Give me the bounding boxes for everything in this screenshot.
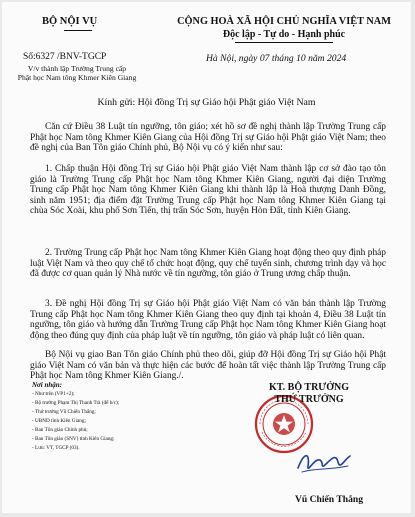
subject-line-1: V/v thành lập Trường Trung cấp — [27, 64, 127, 73]
recipients-title: Nơi nhận: — [32, 381, 63, 389]
agency-underline — [64, 30, 92, 31]
recipient-line: Kính gửi: Hội đồng Trị sự Giáo hội Phật giáo Việt Nam — [97, 97, 316, 108]
recipient-item: - Bộ trưởng Phạm Thị Thanh Trà (để b/c); — [32, 400, 120, 406]
place-date: Hà Nội, ngày 07 tháng 10 năm 2024 — [206, 53, 347, 64]
document-number: Số:6327 /BNV-TGCP — [23, 52, 107, 62]
national-motto: Độc lập - Tự do - Hạnh phúc — [222, 29, 346, 40]
signer-name: Vũ Chiến Thắng — [294, 494, 364, 505]
recipient-item: - Lưu: VT, TGCP (03). — [32, 445, 80, 451]
recipient-item: - Như trên (VP1+2); — [32, 391, 75, 397]
signer-role-2: THỨ TRƯỞNG — [274, 394, 344, 405]
signer-role-1: KT. BỘ TRƯỞNG — [268, 382, 350, 393]
recipient-item: - Ban Tôn giáo (SNV) tỉnh Kiên Giang; — [32, 436, 115, 442]
intro-paragraph: Căn cứ Điều 38 Luật tín ngưỡng, tôn giáo; xét hồ sơ đề nghị thành lập Trường Trung cấp Phật học Nam tông Khmer Kiên Giang của Hội đồng Trị sự Giáo hội Phật giáo Việt Nam; theo đề nghị của Ban Tôn giáo Chính phủ, Bộ Nội vụ có ý kiến như sau: — [30, 122, 386, 154]
country-name: CỘNG HOÀ XÃ HỘI CHỦ NGHĨA VIỆT NAM — [177, 16, 391, 27]
document-page — [2, 2, 411, 513]
recipient-item: - UBND tỉnh Kiên Giang; — [32, 418, 86, 424]
motto-underline — [235, 42, 333, 43]
agency-name: BỘ NỘI VỤ — [42, 16, 98, 27]
recipient-item: - Thứ trưởng Vũ Chiến Thắng; — [32, 409, 96, 415]
item-3-paragraph: 3. Đề nghị Hội đồng Trị sự Giáo hội Phật giáo Việt Nam có văn bản thành lập Trường Trung cấp Phật học Nam tông Khmer Kiên Giang theo quy định tại khoản 4, Điều 38 Luật tín ngưỡng, tôn giáo và hướng dẫn Trường Trung cấp Phật học Nam tông Khmer Kiên Giang hoạt động theo đúng quy định của pháp luật về tín ngưỡng, tôn giáo và pháp luật có liên quan. — [30, 299, 386, 341]
closing-paragraph: Bộ Nội vụ giao Ban Tôn giáo Chính phủ theo dõi, giúp đỡ Hội đồng Trị sự Giáo hội Phật giáo Việt Nam có văn bản và thực hiện các bước để hoàn tất việc thành lập Trường Trung cấp Phật học Nam tông Khmer Kiên Giang./. — [30, 350, 386, 382]
item-1-paragraph: 1. Chấp thuận Hội đồng Trị sự Giáo hội Phật giáo Việt Nam thành lập cơ sở đào tạo tôn giáo là Trường Trung cấp Phật học Nam tông Khmer Kiên Giang, người đại diện Trường Trung cấp Phật học Nam tông Khmer Kiên Giang khi thành lập là Hoà thượng Danh Đồng, sinh năm 1951; địa điểm đặt Trường Trung cấp Phật học Nam tông Khmer Kiên Giang tại chùa Sóc Xoài, khu phố Sơn Tiến, thị trấn Sóc Sơn, huyện Hòn Đất, tỉnh Kiên Giang. — [30, 164, 386, 217]
item-2-paragraph: 2. Trường Trung cấp Phật học Nam tông Khmer Kiên Giang hoạt động theo quy định pháp luật Việt Nam và theo quy chế tổ chức hoạt động, quy chế tuyển sinh, chương trình dạy và học đã được cơ quan quản lý Nhà nước về tín ngưỡng, tôn giáo ở Trung ương chấp thuận. — [30, 248, 386, 280]
recipient-item: - Ban Tôn giáo Chính phủ; — [32, 427, 88, 433]
handwritten-signature-icon — [294, 448, 354, 478]
subject-line-2: Phật học Nam tông Khmer Kiên Giang — [17, 73, 137, 82]
